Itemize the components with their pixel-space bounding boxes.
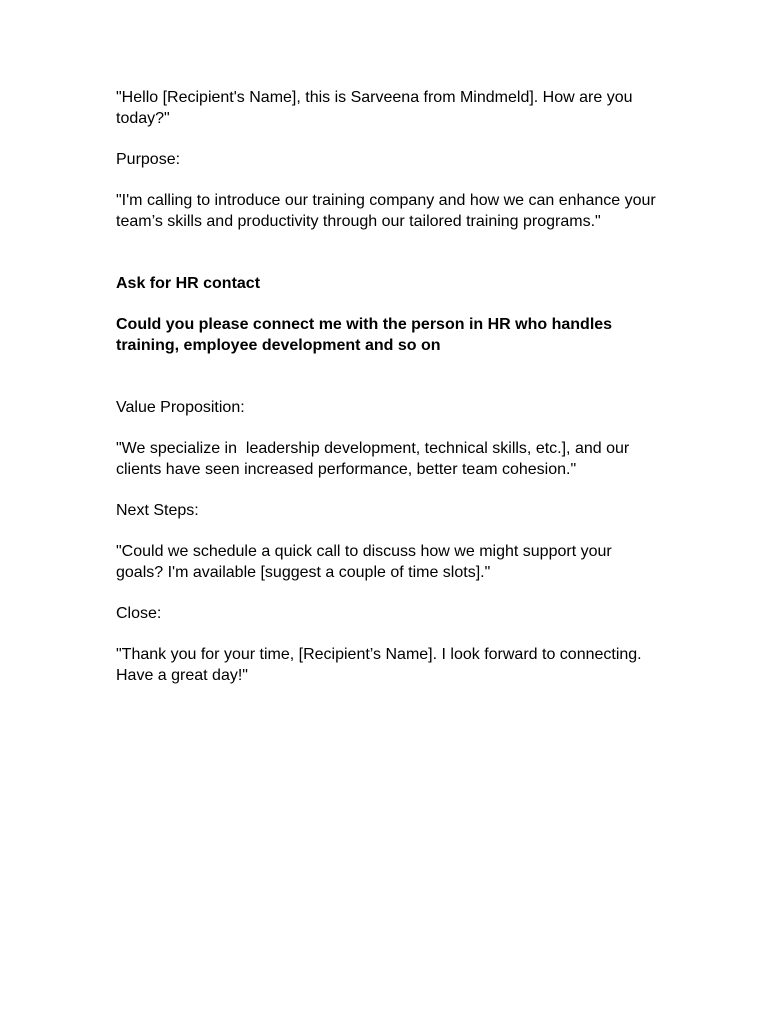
close-heading: Close: — [116, 605, 162, 622]
value-proposition-paragraph: "We specialize in leadership development, technical skills, etc.], and our clients have seen increased performance, better team cohesion." — [116, 440, 634, 478]
next-steps-heading: Next Steps: — [116, 502, 199, 519]
hr-contact-heading: Ask for HR contact — [116, 275, 261, 292]
value-proposition-heading: Value Proposition: — [116, 399, 245, 416]
greeting-paragraph: "Hello [Recipient's Name], this is Sarveena from Mindmeld]. How are you today?" — [116, 89, 637, 127]
hr-contact-paragraph: Could you please connect me with the person in HR who handles training, employee development and so on — [116, 316, 617, 354]
purpose-heading: Purpose: — [116, 151, 181, 168]
close-paragraph: "Thank you for your time, [Recipient’s Name]. I look forward to connecting. Have a great day!" — [116, 646, 647, 684]
next-steps-paragraph: "Could we schedule a quick call to discuss how we might support your goals? I'm available [suggest a couple of time slots]." — [116, 543, 617, 581]
purpose-paragraph: "I'm calling to introduce our training company and how we can enhance your team’s skills and productivity through our tailored training programs." — [116, 192, 661, 230]
document-body — [116, 87, 661, 706]
